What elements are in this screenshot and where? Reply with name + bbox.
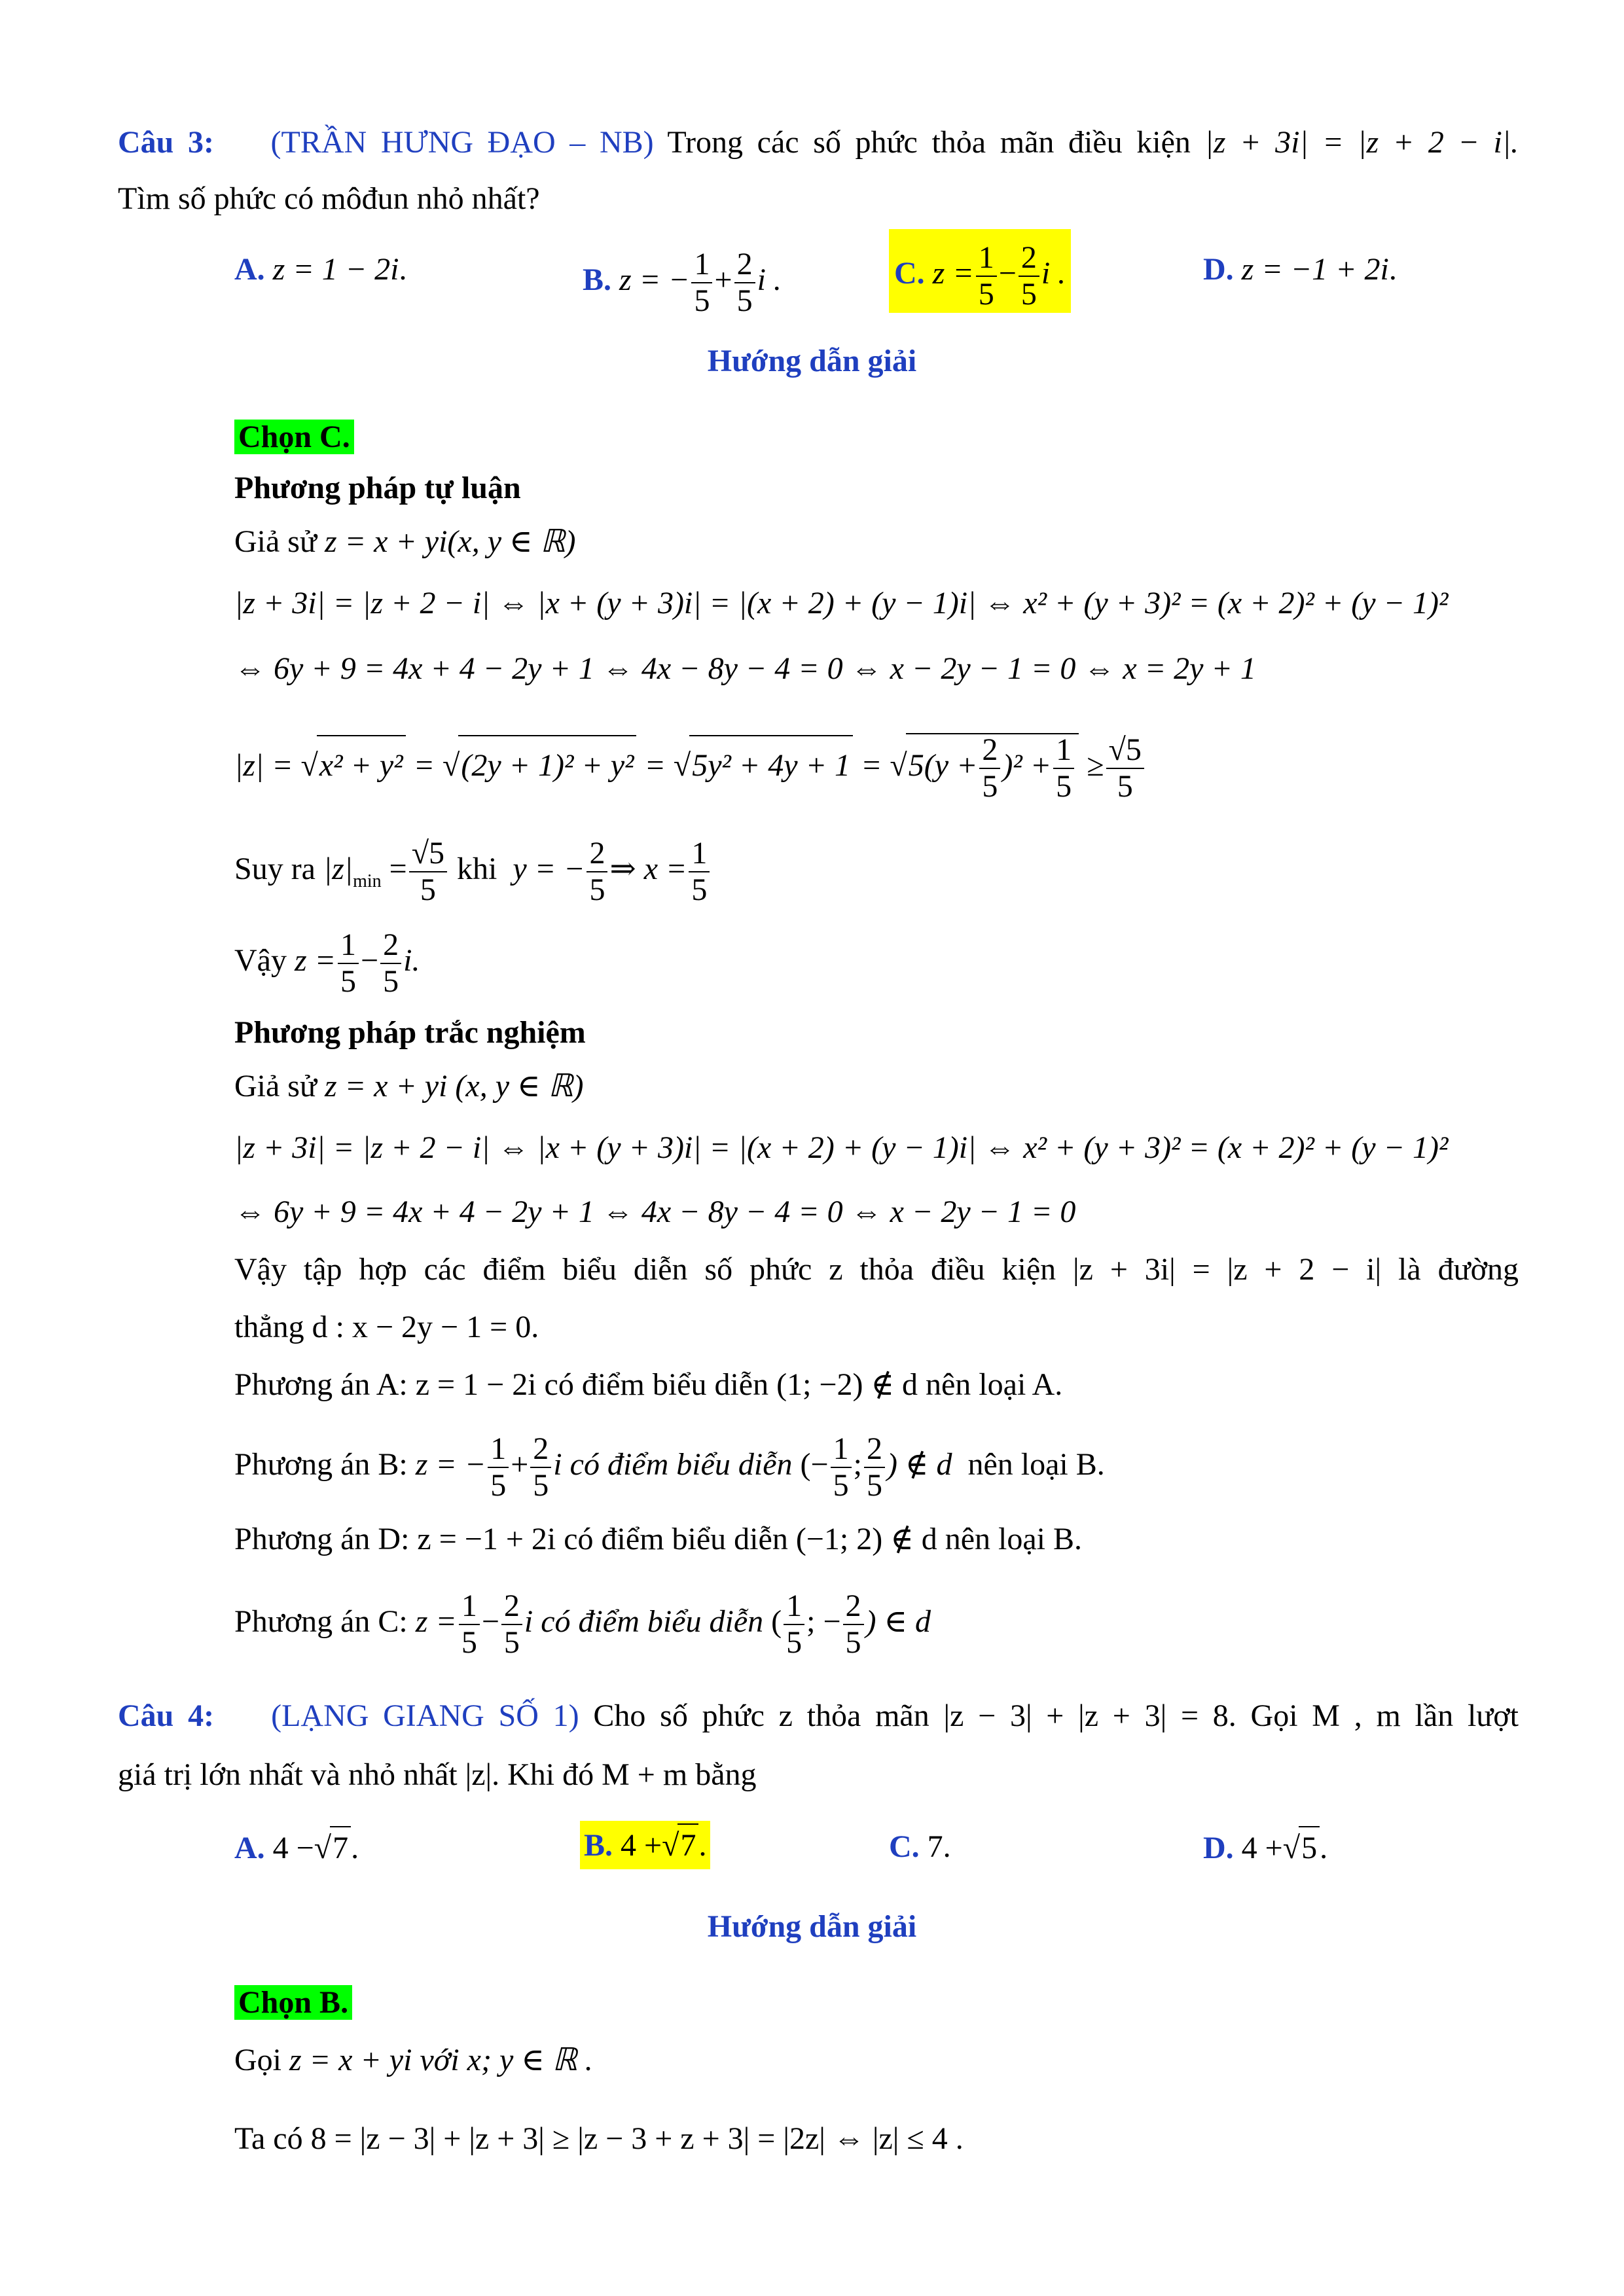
q3-m2-line5: thẳng d : x − 2y − 1 = 0. [234,1310,539,1344]
q3-m1-line2: |z + 3i| = |z + 2 − i| ⇔ |x + (y + 3)i| = |(x + 2) + (y − 1)i| ⇔ x² + (y + 3)² = (x + 2)² + (y − 1)² [234,586,1449,620]
q3-source: (TRẦN HƯNG ĐẠO – NB) [270,125,654,160]
q4-stem-text: Cho số phức z thỏa mãn |z − 3| + |z + 3| = 8. Gọi M , m lần lượt [593,1698,1519,1733]
q3-method2-title: Phương pháp trắc nghiệm [234,1015,586,1050]
q4-option-d[interactable]: D. 4 +√5. [1203,1826,1327,1869]
q3-stem-text: Trong các số phức thỏa mãn điều kiện [667,125,1191,160]
q3-m2-line4: Vậy tập hợp các điểm biểu diễn số phức z thỏa điều kiện |z + 3i| = |z + 2 − i| là đường [234,1252,1519,1287]
q3-m1-line5-min: Suy ra $|z|_{min}$ = $\frac{√5}{5}$ khi y = − $\frac{2}{5}$ ⇒ x = $\frac{1}{5}$ [234,838,712,911]
q3-method1-title: Phương pháp tự luận [234,471,521,505]
q4-option-b-correct[interactable]: B. 4 +√7. [580,1821,710,1869]
q3-label: Câu 3: [118,125,214,160]
q4-option-c[interactable]: C. 7. [889,1829,951,1864]
q3-m1-line1: Giả sử z = x + yi(x, y ∈ ℝ) [234,524,576,559]
q3-stem-line1 [118,122,1519,164]
q4-guide-title: Hướng dẫn giải [707,1909,917,1944]
q3-m1-line6-result: Vậy z = $\frac{1}{5}$ − $\frac{2}{5}$ i. [234,927,420,999]
q4-option-a[interactable]: A. 4 −√7. [234,1826,359,1869]
q3-option-b[interactable]: B. z = − $\frac{1}{5}$ + $\frac{2}{5}$ i . [583,247,782,318]
q4-label: Câu 4: [118,1698,215,1733]
q3-option-b-check: Phương án B: z = − $\frac{1}{5}$ + $\frac{2}{5}$ i có điểm biểu diễn (− $\frac{1}{5}$ ; $\frac{2}{5}$ ) ∉ d nên loại B. [234,1431,1105,1503]
q3-condition: |z + 3i| = |z + 2 − i|. [1204,125,1519,160]
q4-source: (LẠNG GIANG SỐ 1) [271,1698,579,1733]
q3-m2-line1: Giả sử z = x + yi (x, y ∈ ℝ) [234,1069,584,1103]
q3-option-d-check: Phương án D: z = −1 + 2i có điểm biểu diễn (−1; 2) ∉ d nên loại B. [234,1522,1083,1556]
q3-m2-line2: |z + 3i| = |z + 2 − i| ⇔ |x + (y + 3)i| = |(x + 2) + (y − 1)i| ⇔ x² + (y + 3)² = (x + 2)² + (y − 1)² [234,1130,1449,1165]
q3-option-a-check: Phương án A: z = 1 − 2i có điểm biểu diễn (1; −2) ∉ d nên loại A. [234,1367,1063,1402]
q3-stem-line2: Tìm số phức có môđun nhỏ nhất? [118,181,540,216]
q3-option-a[interactable]: A. z = 1 − 2i. [234,252,407,287]
q3-m1-line3: ⇔ 6y + 9 = 4x + 4 − 2y + 1 ⇔ 4x − 8y − 4 = 0 ⇔ x − 2y − 1 = 0 ⇔ x = 2y + 1 [234,651,1256,686]
q3-option-c-check: Phương án C: z = $\frac{1}{5}$ − $\frac{2}{5}$ i có điểm biểu diễn ( $\frac{1}{5}$ ; − $\frac{2}{5}$ ) ∈ d [234,1588,931,1660]
q4-line1: Gọi z = x + yi với x; y ∈ ℝ . [234,2043,593,2077]
q3-m1-line4-modulus: |z| = √x² + y² = √(2y + 1)² + y² = √5y² + 4y + 1 = √5(y + $\frac{2}{5}$ )² + $\frac{1}{5}$ ≥ $\frac{√5}{5}$ [234,733,1146,802]
q4-stem-line1 [118,1695,1519,1737]
q4-line2: Ta có 8 = |z − 3| + |z + 3| ≥ |z − 3 + z + 3| = |2z| ⇔ |z| ≤ 4 . [234,2121,964,2156]
q3-m2-line3: ⇔ 6y + 9 = 4x + 4 − 2y + 1 ⇔ 4x − 8y − 4 = 0 ⇔ x − 2y − 1 = 0 [234,1194,1076,1229]
q3-guide-title: Hướng dẫn giải [707,344,917,378]
q3-option-c-correct[interactable]: C. z = $\frac{1}{5}$ − $\frac{2}{5}$ i . [889,229,1071,313]
q4-stem-line2: giá trị lớn nhất và nhỏ nhất |z|. Khi đó M + m bằng [118,1757,757,1792]
q4-answer: Chọn B. [234,1982,352,2024]
q3-answer: Chọn C. [234,416,354,458]
q3-option-d[interactable]: D. z = −1 + 2i. [1203,252,1397,287]
